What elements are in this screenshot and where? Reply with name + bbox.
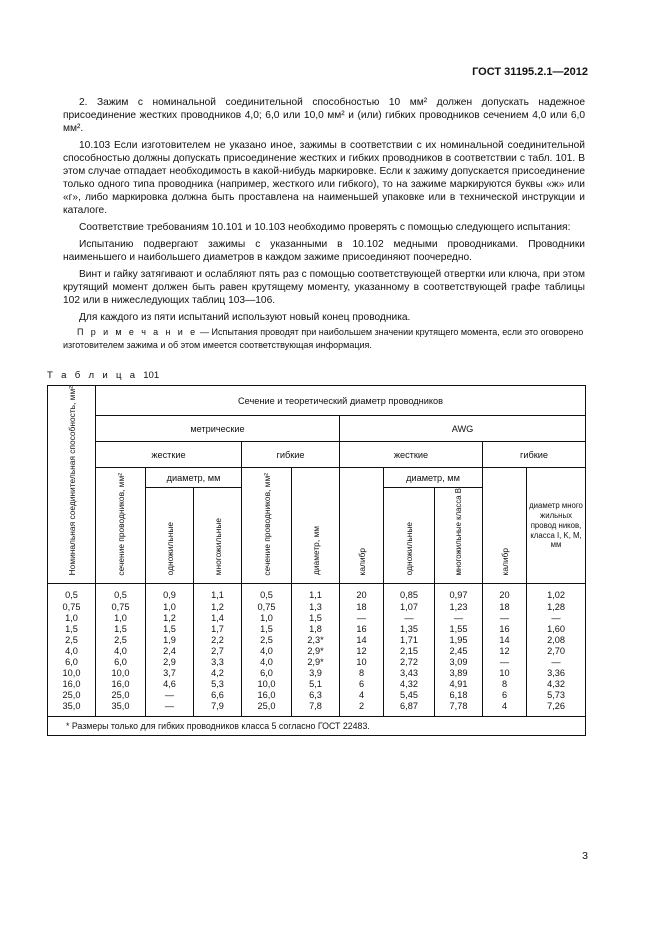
table-cell: 1,0	[65, 612, 78, 623]
table-cell: 2,5	[114, 634, 127, 645]
table-cell: 16,0	[257, 690, 276, 701]
table-cell: 0,9	[163, 590, 176, 601]
table-cell: 2,4	[163, 645, 176, 656]
table-cell: 1,5	[309, 612, 322, 623]
gauge-rigid-header: калибр	[340, 468, 384, 584]
diameter-metric-header: диаметр, мм	[146, 468, 242, 488]
table-cell: 2,5	[65, 634, 78, 645]
table-cell: 2,9*	[307, 645, 324, 656]
table-cell: 7,78	[449, 701, 468, 712]
table-cell: 5,1	[309, 679, 322, 690]
table-cell: 14	[499, 634, 510, 645]
table-cell: 0,97	[449, 590, 468, 601]
table-cell: —	[499, 612, 510, 623]
rigid-metric-header: жесткие	[96, 442, 242, 468]
table-cell: 0,75	[111, 601, 130, 612]
table-cell: 0,75	[257, 601, 276, 612]
table-cell: 3,9	[309, 668, 322, 679]
table-cell: 5,73	[547, 690, 565, 701]
page-number: 3	[582, 850, 588, 862]
table-cell: 4,0	[65, 645, 78, 656]
col-gauge-flex	[483, 584, 527, 717]
col-section-flex	[242, 584, 292, 717]
col-diameter-flex	[292, 584, 340, 717]
table-cell: 20	[499, 590, 510, 601]
table-cell: 16	[356, 623, 367, 634]
table-cell: 1,0	[260, 612, 273, 623]
col-diameter-multi-flex	[527, 584, 586, 717]
table-cell: 4,0	[260, 656, 273, 667]
table-cell: 6	[358, 679, 365, 690]
rigid-awg-header: жесткие	[340, 442, 483, 468]
table-cell: 1,4	[211, 612, 224, 623]
table-cell: 1,5	[114, 623, 127, 634]
table-cell: 2,5	[260, 634, 273, 645]
table-cell: —	[164, 690, 175, 701]
table-cell: 1,60	[547, 623, 565, 634]
table-cell: 2,2	[211, 634, 224, 645]
conductor-table	[47, 385, 586, 736]
table-cell: 1,55	[449, 623, 468, 634]
table-cell: 1,7	[211, 623, 224, 634]
table-cell: 6,3	[309, 690, 322, 701]
table-cell: 25,0	[257, 701, 276, 712]
table-cell: 5,45	[400, 690, 418, 701]
paragraph-2: 10.103 Если изготовителем не указано иное, зажимы в соответствии с их номинальной соединительной способностью должны допускать присоединение жестких и гибких проводников в соответствии с табл. 101. В этом случае отпадает необходимость в какой-нибудь маркировке. Если к зажиму допускается присоединение только одного типа проводника (например, жесткого или гибкого), то на зажиме маркируются буквы «ж» или «г», либо маркировка должна быть проставлена на наименьшей упаковке или в технической инструкции и каталоге.	[63, 140, 585, 216]
table-cell: 1,0	[163, 601, 176, 612]
section-rigid-header: сечение проводников, мм²	[96, 468, 146, 584]
section-title-header: Сечение и теоретический диаметр проводников	[96, 386, 586, 416]
table-cell: 2,7	[211, 645, 224, 656]
diameter-awg-header: диаметр, мм	[384, 468, 483, 488]
table-cell: 4	[358, 690, 365, 701]
table-cell: 2,45	[449, 645, 468, 656]
table-cell: 3,89	[449, 668, 468, 679]
paragraph-3: Соответствие требованиям 10.101 и 10.103 необходимо проверять с помощью следующего испытания:	[79, 222, 571, 233]
diameter-flex-header: диаметр, мм	[292, 468, 340, 584]
table-cell: 1,23	[449, 601, 468, 612]
table-cell: 4,0	[260, 645, 273, 656]
table-cell: 10	[356, 656, 367, 667]
nominal-capacity-header: Номинальная соединительная способность, мм²	[48, 386, 96, 584]
paragraph-6: Для каждого из пяти испытаний используют новый конец проводника.	[79, 312, 411, 323]
table-cell: 12	[499, 645, 510, 656]
table-cell: 2	[358, 701, 365, 712]
table-cell: —	[404, 612, 414, 623]
table-cell: 1,2	[163, 612, 176, 623]
table-cell: 3,7	[163, 668, 176, 679]
paragraph-1: 2. Зажим с номинальной соединительной способностью 10 мм² должен допускать надежное присоединение жестких проводников 4,0; 6,0 или 10,0 мм² и (или) гибких проводников сечением 4,0 или 6,0 мм².	[63, 97, 585, 134]
table-cell: 6,18	[449, 690, 468, 701]
table-label	[47, 370, 159, 381]
col-section-rigid	[96, 584, 146, 717]
table-cell: —	[164, 701, 175, 712]
table-cell: 16,0	[111, 679, 130, 690]
table-cell: 20	[356, 590, 367, 601]
table-cell: 10,0	[62, 668, 81, 679]
table-cell: 4,0	[114, 645, 127, 656]
table-footnote: * Размеры только для гибких проводников класса 5 согласно ГОСТ 22483.	[48, 717, 586, 736]
table-cell: 10,0	[257, 679, 276, 690]
table-cell: 2,72	[400, 656, 418, 667]
paragraph-4: Испытанию подвергают зажимы с указанными в 10.102 медными проводниками. Проводники наименьшего и наибольшего диаметров в каждом зажиме присоединяют поочередно.	[63, 239, 585, 263]
table-cell: 3,3	[211, 656, 224, 667]
awg-header: AWG	[340, 416, 586, 442]
col-gauge-rigid	[340, 584, 384, 717]
table-cell: 25,0	[62, 690, 81, 701]
single-metric-header: одножильные	[146, 488, 194, 584]
table-cell: 3,36	[547, 668, 565, 679]
table-cell: 8	[501, 679, 508, 690]
table-cell: 16	[499, 623, 510, 634]
table-cell: 6,0	[260, 668, 273, 679]
table-cell: 6	[501, 690, 508, 701]
table-cell: 0,85	[400, 590, 418, 601]
table-cell: 14	[356, 634, 367, 645]
table-cell: 1,07	[400, 601, 418, 612]
table-cell: 2,9	[163, 656, 176, 667]
table-cell: 16,0	[62, 679, 81, 690]
table-cell: —	[453, 612, 464, 623]
table-cell: 1,1	[309, 590, 322, 601]
table-cell: —	[551, 656, 561, 667]
table-cell: 35,0	[62, 701, 81, 712]
table-cell: 3,09	[449, 656, 468, 667]
table-cell: 2,70	[547, 645, 565, 656]
table-cell: 4,32	[400, 679, 418, 690]
note-text: — Испытания проводят при наибольшем значении крутящего момента, если это оговорено изготовителем зажима и об этом имеется соответствующая информация.	[63, 327, 584, 350]
table-cell: 1,3	[309, 601, 322, 612]
table-cell: 7,9	[211, 701, 224, 712]
table-cell: —	[499, 656, 510, 667]
table-cell: 25,0	[111, 690, 130, 701]
table-cell: 1,2	[211, 601, 224, 612]
table-cell: 1,5	[163, 623, 176, 634]
table-cell: 6,0	[114, 656, 127, 667]
table-cell: 7,26	[547, 701, 565, 712]
table-cell: 1,5	[65, 623, 78, 634]
table-cell: 0,5	[65, 590, 78, 601]
table-cell: 18	[499, 601, 510, 612]
table-cell: 0,75	[62, 601, 81, 612]
table-cell: 1,35	[400, 623, 418, 634]
gauge-flex-header: калибр	[483, 468, 527, 584]
table-cell: 0,5	[260, 590, 273, 601]
table-cell: 12	[356, 645, 367, 656]
single-awg-header: одножильные	[384, 488, 435, 584]
col-multi-awg	[435, 584, 483, 717]
table-cell: 1,9	[163, 634, 176, 645]
note-label: П р и м е ч а н и е	[77, 327, 198, 337]
table-cell: 0,5	[114, 590, 127, 601]
table-cell: 10	[499, 668, 510, 679]
table-cell: —	[356, 612, 367, 623]
col-single-awg	[384, 584, 435, 717]
col-single-metric	[146, 584, 194, 717]
table-cell: 1,28	[547, 601, 565, 612]
multi-awg-header: многожильные класса В	[435, 488, 483, 584]
multi-metric-header: многожильные	[194, 488, 242, 584]
table-label-number: 101	[143, 370, 160, 381]
table-cell: 1,8	[309, 623, 322, 634]
metric-header: метрические	[96, 416, 340, 442]
table-cell: 1,71	[400, 634, 418, 645]
table-cell: 6,87	[400, 701, 418, 712]
col-nominal	[48, 584, 96, 717]
table-cell: 6,6	[211, 690, 224, 701]
paragraph-5: Винт и гайку затягивают и ослабляют пять раз с помощью соответствующей отвертки или ключа, при этом крутящий момент должен быть равен крутящему моменту, указанному в соответствующей графе таблицы 102 или в нижеследующих таблиц 103—106.	[63, 269, 585, 306]
table-cell: —	[551, 612, 561, 623]
table-cell: 10,0	[111, 668, 130, 679]
table-cell: 3,43	[400, 668, 418, 679]
table-label-word: Т а б л и ц а	[47, 370, 138, 381]
table-cell: 6,0	[65, 656, 78, 667]
table-cell: 2,08	[547, 634, 565, 645]
col-multi-metric	[194, 584, 242, 717]
table-cell: 2,3*	[307, 634, 324, 645]
table-cell: 2,9*	[307, 656, 324, 667]
table-cell: 1,95	[449, 634, 468, 645]
table-cell: 5,3	[211, 679, 224, 690]
table-cell: 1,0	[114, 612, 127, 623]
table-cell: 1,02	[547, 590, 565, 601]
table-cell: 4	[501, 701, 508, 712]
note	[63, 326, 589, 352]
table-cell: 4,2	[211, 668, 224, 679]
table-cell: 4,91	[449, 679, 468, 690]
table-cell: 4,6	[163, 679, 176, 690]
table-cell: 18	[356, 601, 367, 612]
flex-awg-header: гибкие	[483, 442, 586, 468]
section-flex-header: сечение проводников, мм²	[242, 468, 292, 584]
table-cell: 35,0	[111, 701, 130, 712]
flex-metric-header: гибкие	[242, 442, 340, 468]
body-text	[63, 96, 585, 328]
table-cell: 7,8	[309, 701, 322, 712]
table-cell: 2,15	[400, 645, 418, 656]
document-number: ГОСТ 31195.2.1—2012	[472, 66, 588, 78]
table-cell: 1,5	[260, 623, 273, 634]
diameter-multi-flex-header: диаметр много жильных провод ников, класса I, K, M, мм	[527, 468, 586, 584]
table-cell: 1,1	[211, 590, 224, 601]
table-data-row	[48, 584, 586, 717]
table-cell: 8	[358, 668, 365, 679]
table-cell: 4,32	[547, 679, 565, 690]
